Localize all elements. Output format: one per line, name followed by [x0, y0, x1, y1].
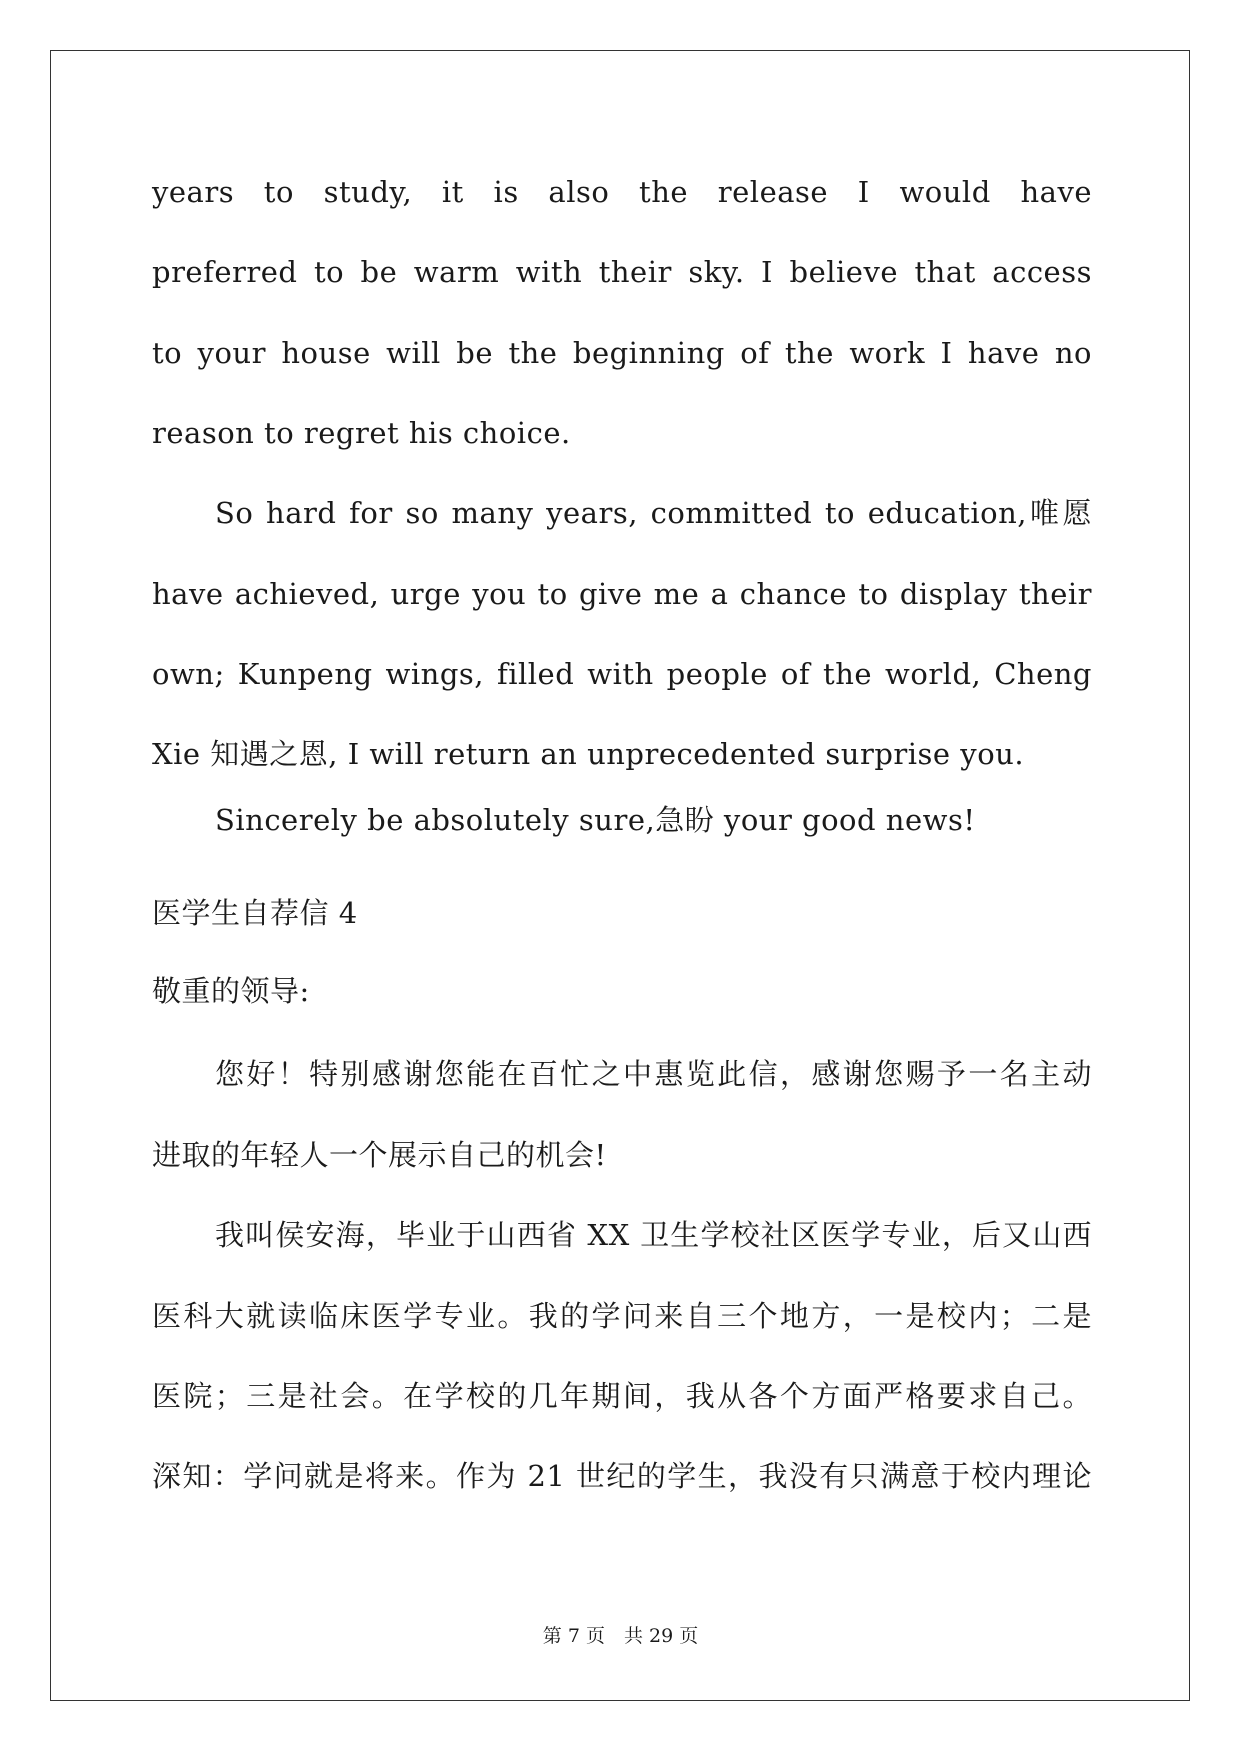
- text-line: have achieved, urge you to give me a chance to display their: [152, 577, 1092, 611]
- section-title: 医学生自荐信 4: [152, 896, 358, 930]
- text-line: years to study, it is also the release I would have: [152, 175, 1092, 209]
- text-line: 医院；三是社会。在学校的几年期间，我从各个方面严格要求自己。: [152, 1379, 1092, 1413]
- page-border: [50, 50, 1190, 1701]
- page-footer: 第 7 页 共 29 页: [542, 1625, 699, 1647]
- closing-line: Sincerely be absolutely sure,急盼 your good news!: [215, 803, 976, 837]
- text-line: preferred to be warm with their sky. I believe that access: [152, 255, 1092, 289]
- text-line: 进取的年轻人一个展示自己的机会!: [152, 1138, 607, 1172]
- text-line: 深知：学问就是将来。作为 21 世纪的学生，我没有只满意于校内理论: [152, 1459, 1092, 1493]
- text-line: own; Kunpeng wings, filled with people of the world, Cheng: [152, 657, 1092, 691]
- text-line: 医科大就读临床医学专业。我的学问来自三个地方，一是校内；二是: [152, 1299, 1092, 1333]
- text-line: Xie 知遇之恩, I will return an unprecedented surprise you.: [152, 737, 1025, 771]
- text-line: to your house will be the beginning of the work I have no: [152, 336, 1092, 370]
- salutation: 敬重的领导:: [152, 974, 310, 1008]
- paragraph-first-line: 您好！特别感谢您能在百忙之中惠览此信，感谢您赐予一名主动: [215, 1057, 1092, 1091]
- paragraph-first-line: 我叫侯安海，毕业于山西省 XX 卫生学校社区医学专业，后又山西: [215, 1218, 1092, 1252]
- text-line: reason to regret his choice.: [152, 416, 571, 450]
- paragraph-first-line: So hard for so many years, committed to education,唯愿: [215, 496, 1092, 530]
